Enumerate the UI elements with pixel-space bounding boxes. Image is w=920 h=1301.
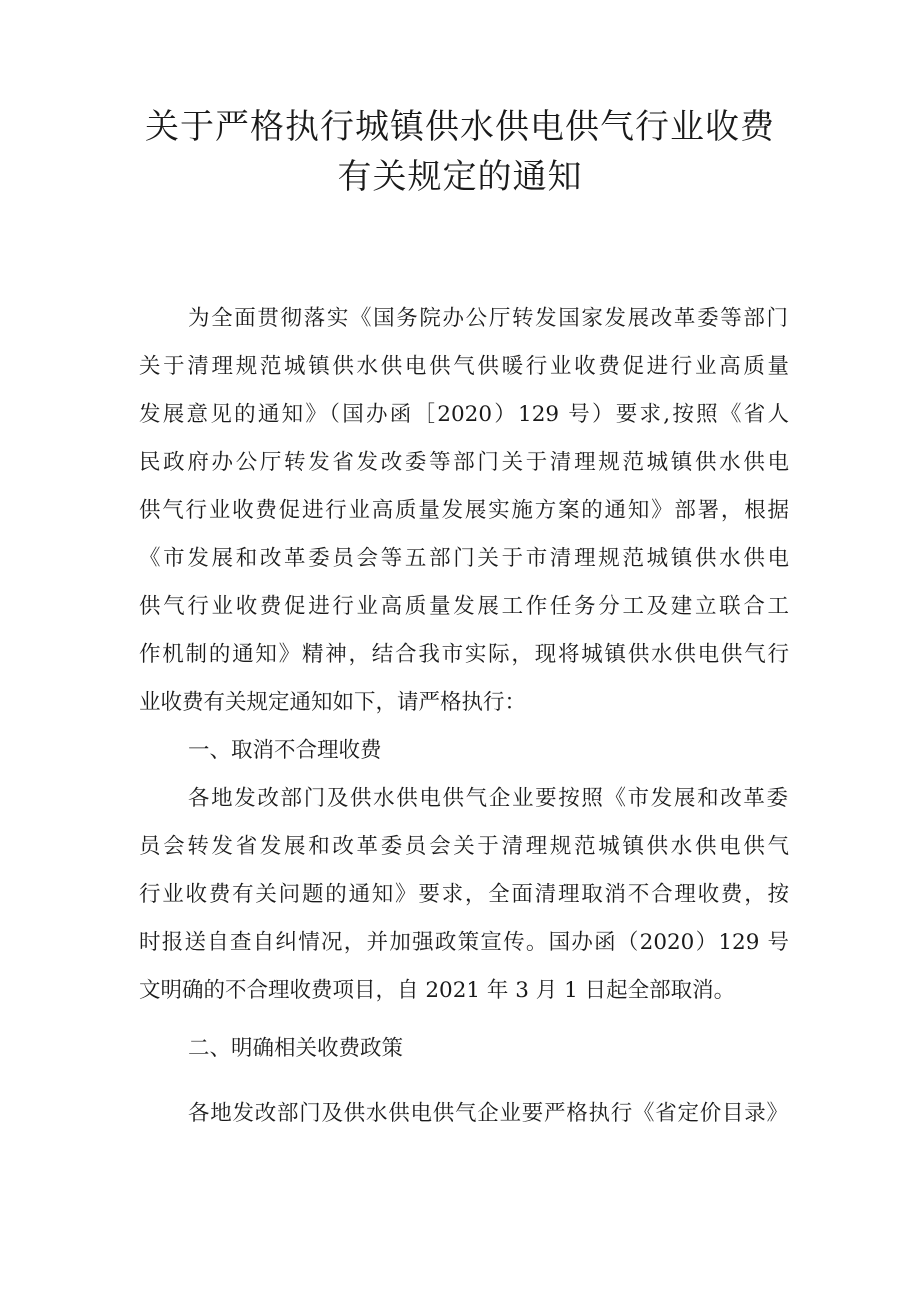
paragraph-line: 为全面贯彻落实《国务院办公厅转发国家发展改革委等部门 bbox=[188, 306, 788, 331]
paragraph-line: 业收费有关规定通知如下，请严格执行： bbox=[139, 690, 527, 715]
paragraph-line: 《市发展和改革委员会等五部门关于市清理规范城镇供水供电 bbox=[139, 546, 789, 571]
section-heading-1: 一、取消不合理收费 bbox=[188, 738, 382, 763]
paragraph-line: 文明确的不合理收费项目，自 2021 年 3 月 1 日起全部取消。 bbox=[139, 978, 736, 1003]
paragraph-line: 员会转发省发展和改革委员会关于清理规范城镇供水供电供气 bbox=[139, 834, 789, 859]
paragraph-line: 供气行业收费促进行业高质量发展工作任务分工及建立联合工 bbox=[139, 594, 789, 619]
section-heading-2: 二、明确相关收费政策 bbox=[188, 1036, 404, 1061]
paragraph-line: 各地发改部门及供水供电供气企业要严格执行《省定价目录》 bbox=[188, 1101, 788, 1126]
paragraph-line: 作机制的通知》精神，结合我市实际，现将城镇供水供电供气行 bbox=[139, 642, 789, 667]
paragraph-line: 发展意见的通知》（国办函［2020）129 号）要求,按照《省人 bbox=[139, 402, 789, 427]
document-title-line-1: 关于严格执行城镇供水供电供气行业收费 bbox=[145, 107, 775, 147]
paragraph-line: 民政府办公厅转发省发改委等部门关于清理规范城镇供水供电 bbox=[139, 450, 789, 475]
paragraph-line: 行业收费有关问题的通知》要求，全面清理取消不合理收费，按 bbox=[139, 882, 789, 907]
paragraph-line: 各地发改部门及供水供电供气企业要按照《市发展和改革委 bbox=[188, 786, 788, 811]
paragraph-line: 关于清理规范城镇供水供电供气供暖行业收费促进行业高质量 bbox=[139, 354, 789, 379]
paragraph-line: 时报送自查自纠情况，并加强政策宣传。国办函（2020）129 号 bbox=[139, 930, 789, 955]
paragraph-line: 供气行业收费促进行业高质量发展实施方案的通知》部署，根据 bbox=[139, 498, 789, 523]
document-title-line-2: 有关规定的通知 bbox=[337, 157, 583, 197]
